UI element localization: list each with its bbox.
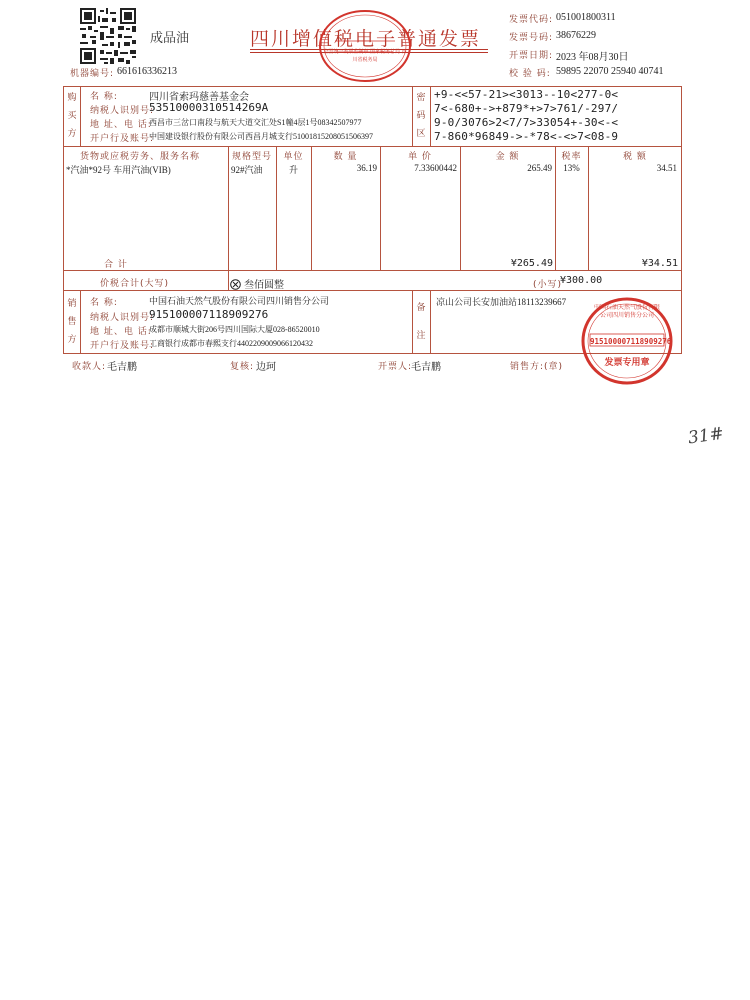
cipher-line-3: 9-0/3076>2<7/7>33054+-30<-< — [434, 116, 619, 129]
seller-side-char-3: 方 — [67, 335, 77, 345]
cipher-side-char-1: 密 — [416, 93, 426, 103]
col-header-amount: 金 额 — [495, 152, 520, 162]
item-tax: 34.51 — [656, 163, 677, 173]
buyer-address-label: 地 址、电 话: — [90, 120, 152, 130]
remarks-side-char-2: 注 — [416, 331, 426, 341]
col-header-unit: 单位 — [283, 152, 304, 162]
buyer-name: 四川省索玛慈善基金会 — [149, 92, 249, 103]
seller-name-label: 名 称: — [90, 298, 118, 308]
col-header-tax: 税 额 — [623, 152, 647, 162]
machine-no-label: 机器编号: — [70, 69, 115, 79]
seller-name: 中国石油天然气股份有限公司四川销售分公司 — [149, 296, 330, 306]
buyer-name-label: 名 称: — [90, 92, 118, 102]
invoice-no-label: 发票号码: — [509, 33, 554, 43]
invoice-code: 051001800311 — [556, 12, 616, 23]
supervision-stamp-text: 全国统一发票监制章 国家税务总局 四川省税务局 — [323, 49, 407, 63]
total-amount: ¥300.00 — [560, 275, 603, 286]
seal-label: 发票专用章 — [604, 358, 650, 368]
buyer-taxid: 53510000310514269A — [149, 101, 269, 114]
issue-date-label: 开票日期: — [509, 51, 554, 61]
total-words: 叁佰圆整 — [244, 280, 284, 291]
invoice-title: 四川增值税电子普通发票 — [250, 28, 482, 50]
cipher-line-1: +9-<<57-21><3013--10<277-0< — [434, 88, 619, 101]
seller-side-char-2: 售 — [67, 317, 77, 327]
cipher-side-char-3: 区 — [416, 129, 426, 139]
handwritten-note: 31# — [686, 423, 726, 449]
buyer-address: 西昌市三岔口南段与航天大道交汇处S1幢4层1号08342507977 — [149, 118, 362, 127]
invoice-no: 38676229 — [556, 30, 596, 41]
reviewer-label: 复核: — [230, 362, 255, 372]
seller-taxid: 915100007118909276 — [149, 308, 269, 321]
cipher-side-char-2: 码 — [416, 111, 426, 121]
subtotal-tax: ¥34.51 — [641, 258, 678, 269]
check-code-label: 校 验 码: — [509, 69, 551, 79]
col-header-name: 货物或应税劳务、服务名称 — [80, 152, 201, 162]
cross-circle-icon — [230, 275, 241, 286]
buyer-side-char-1: 购 — [67, 93, 77, 103]
seal-company-text: 中国石油天然气股份有限公司四川销售分公司 — [593, 304, 660, 319]
item-rate: 13% — [563, 163, 580, 173]
reviewer: 边珂 — [256, 362, 276, 373]
machine-no: 661616336213 — [117, 66, 177, 77]
item-name: *汽油*92号 车用汽油(VIB) — [66, 165, 171, 175]
payee-label: 收款人: — [72, 362, 107, 372]
seller-address-label: 地 址、电 话: — [90, 327, 152, 337]
subtotal-label: 合 计 — [104, 260, 128, 270]
seller-side-char-1: 销 — [67, 299, 77, 309]
cipher-line-2: 7<-680+->+879*+>7>761/-297/ — [434, 102, 619, 115]
item-amount: 265.49 — [527, 163, 552, 173]
buyer-bank: 中国建设银行股份有限公司西昌月城支行51001815208051506397 — [149, 132, 373, 141]
item-price: 7.33600442 — [414, 163, 457, 173]
drawer-label: 开票人: — [378, 362, 413, 372]
payee: 毛吉鹏 — [107, 362, 137, 373]
subtotal-amount: ¥265.49 — [510, 258, 553, 269]
total-small-label: (小写) — [533, 280, 563, 290]
seller-seal-label: 销售方:(章) — [510, 362, 564, 372]
check-code: 59895 22070 25940 40741 — [556, 66, 664, 77]
buyer-taxid-label: 纳税人识别号: — [90, 106, 155, 116]
drawer: 毛吉鹏 — [411, 362, 441, 373]
total-label: 价税合计(大写) — [100, 279, 170, 289]
item-unit: 升 — [288, 165, 298, 175]
buyer-side-char-3: 方 — [67, 129, 77, 139]
buyer-bank-label: 开户行及账号: — [90, 134, 155, 144]
product-type-label: 成品油 — [150, 31, 190, 46]
seller-bank-label: 开户行及账号: — [90, 341, 155, 351]
qr-code — [80, 8, 136, 64]
supervision-stamp — [317, 8, 413, 84]
seller-address: 成都市顺城大街206号四川国际大厦028-86520010 — [149, 325, 320, 334]
item-qty: 36.19 — [356, 163, 377, 173]
invoice-code-label: 发票代码: — [509, 15, 554, 25]
remarks-text: 凉山公司长安加油站18113239667 — [436, 297, 567, 307]
col-header-rate: 税率 — [561, 152, 582, 162]
seller-taxid-label: 纳税人识别号: — [90, 313, 155, 323]
buyer-side-char-2: 买 — [67, 111, 77, 121]
cipher-line-4: 7-860*96849->-*78<-<>7<08-9 — [434, 130, 619, 143]
col-header-qty: 数 量 — [333, 152, 358, 162]
issue-date: 2023 年08月30日 — [556, 52, 629, 63]
item-spec: 92#汽油 — [231, 165, 263, 175]
seal-number: 915100007118909276 — [590, 337, 672, 346]
col-header-spec: 规格型号 — [231, 152, 272, 162]
remarks-side-char-1: 备 — [416, 303, 426, 313]
seller-bank: 工商银行成都市春熙支行4402209009066120432 — [149, 339, 313, 348]
col-header-price: 单 价 — [408, 152, 432, 162]
